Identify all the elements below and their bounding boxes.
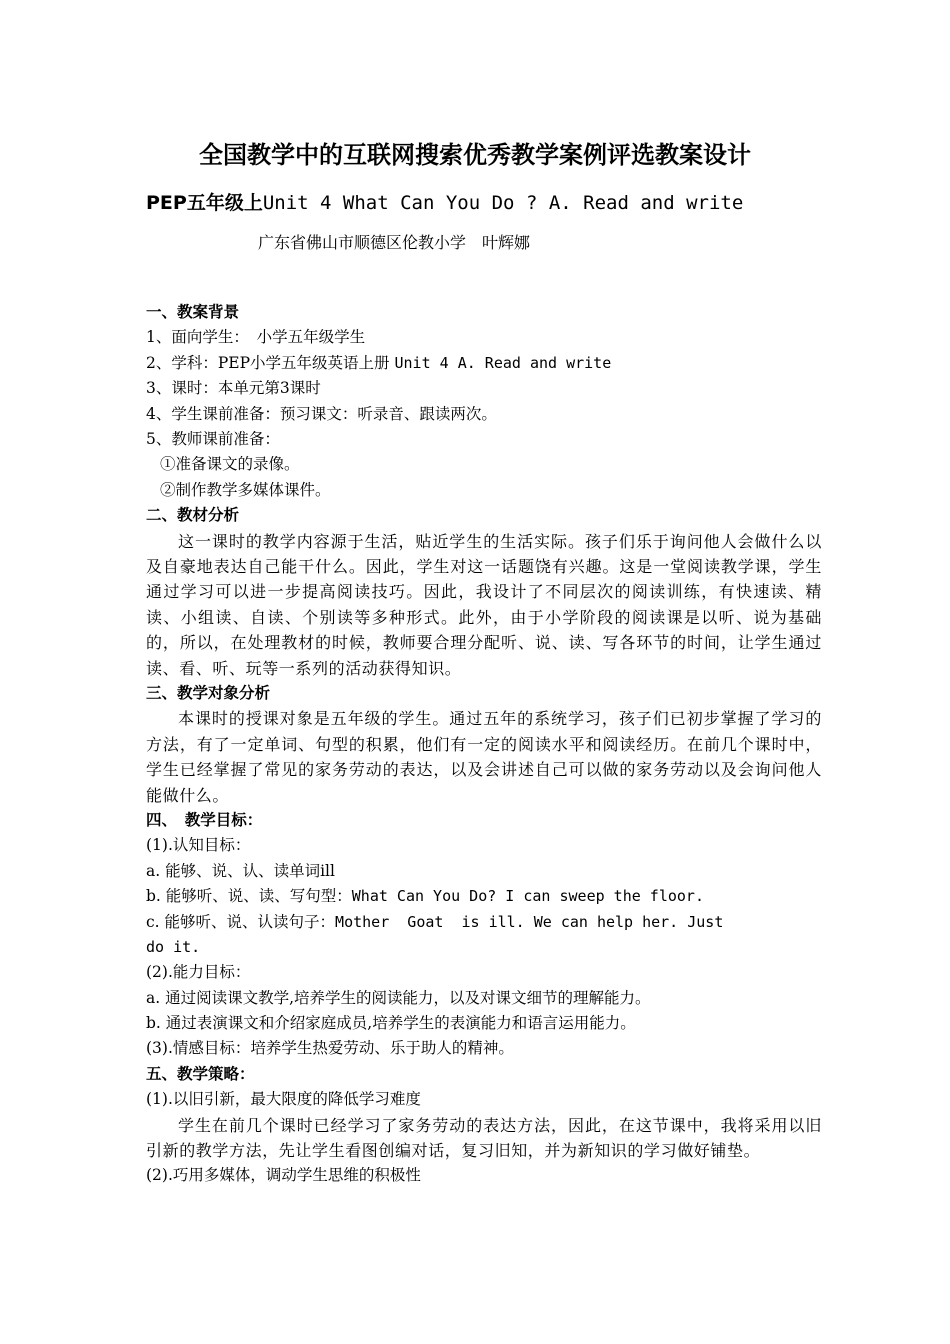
section-heading-teaching-strategy: 五、教学策略： bbox=[146, 1064, 255, 1083]
document-subtitle bbox=[146, 188, 743, 215]
learner-analysis-paragraph: 本课时的授课对象是五年级的学生。通过五年的系统学习，孩子们已初步掌握了学习的方法，有了一定单词、句型的积累，他们有一定的阅读水平和阅读经历。在前几个课时中，学生已经掌握了常见的家务劳动的表达，以及会讲述自己可以做的家务劳动以及会询问他人能做什么。 bbox=[146, 709, 822, 805]
section-heading-background: 一、教案背景 bbox=[146, 303, 240, 321]
goal-cognitive-c-label: c. 能够听、说、认读句子： bbox=[146, 912, 336, 931]
goal-emotional: (3).情感目标：培养学生热爱劳动、乐于助人的精神。 bbox=[146, 1039, 514, 1058]
background-item-period: 3、课时：本单元第3课时 bbox=[146, 379, 321, 398]
author-line: 广东省佛山市顺德区伦教小学 叶辉娜 bbox=[258, 233, 531, 252]
background-item-students: 1、面向学生： 小学五年级学生 bbox=[146, 328, 366, 347]
background-item-teacher-prep: 5、教师课前准备： bbox=[146, 429, 280, 448]
teacher-prep-item-courseware: ②制作教学多媒体课件。 bbox=[160, 480, 331, 499]
goal-ability-a: a. 通过阅读课文教学,培养学生的阅读能力，以及对课文细节的理解能力。 bbox=[146, 988, 651, 1007]
background-item-student-prep: 4、学生课前准备：预习课文：听录音、跟读两次。 bbox=[146, 404, 497, 423]
subject-label: 2、学科：PEP小学五年级英语上册 bbox=[146, 353, 390, 372]
strategy-paragraph-1: 学生在前几个课时已经学习了家务劳动的表达方法，因此，在这节课中，我将采用以旧引新的教学方法，先让学生看图创编对话，复习旧知，并为新知识的学习做好铺垫。 bbox=[146, 1115, 822, 1161]
document-body bbox=[146, 300, 822, 1189]
goal-cognitive-c-continued: do it. bbox=[146, 937, 201, 956]
section-heading-material-analysis: 二、教材分析 bbox=[146, 506, 240, 525]
goal-ability-heading: (2).能力目标： bbox=[146, 963, 251, 982]
strategy-item-1: (1).以旧引新，最大限度的降低学习难度 bbox=[146, 1090, 421, 1109]
goal-ability-b: b. 通过表演课文和介绍家庭成员,培养学生的表演能力和语言运用能力。 bbox=[146, 1014, 636, 1033]
document-title: 全国教学中的互联网搜索优秀教学案例评选教案设计 bbox=[199, 141, 751, 169]
goal-cognitive-b-sentence: What Can You Do? I can sweep the floor. bbox=[351, 887, 704, 906]
goal-cognitive-b bbox=[146, 884, 822, 909]
goal-cognitive-c bbox=[146, 910, 822, 935]
material-analysis-paragraph: 这一课时的教学内容源于生活，贴近学生的生活实际。孩子们乐于询问他人会做什么以及自豪地表达自己能干什么。因此，学生对这一话题饶有兴趣。这是一堂阅读教学课，学生通过学习可以进一步提高阅读技巧。因此，我设计了不同层次的阅读训练，有快速读、精读、小组读、自读、个别读等多种形式。此外，由于小学阶段的阅读课是以听、说为基础的，所以，在处理教材的时候，教师要合理分配听、说、读、写各环节的时间，让学生通过读、看、听、玩等一系列的活动获得知识。 bbox=[146, 531, 822, 678]
goal-cognitive-a: a. 能够、说、认、读单词ill bbox=[146, 861, 335, 880]
section-heading-learner-analysis: 三、教学对象分析 bbox=[146, 683, 271, 702]
subtitle-grade: PEP五年级上 bbox=[146, 192, 263, 214]
goal-cognitive-c-sentence: Mother Goat is ill. We can help her. Just bbox=[335, 912, 724, 931]
subject-unit: Unit 4 A. Read and write bbox=[394, 353, 612, 372]
goal-cognitive-b-label: b. 能够听、说、读、写句型： bbox=[146, 887, 352, 906]
goal-cognitive-heading: (1).认知目标： bbox=[146, 836, 251, 855]
background-item-subject bbox=[146, 351, 822, 376]
teacher-prep-item-video: ①准备课文的录像。 bbox=[160, 455, 300, 474]
section-heading-teaching-goals: 四、 教学目标： bbox=[146, 810, 263, 829]
strategy-item-2: (2).巧用多媒体，调动学生思维的积极性 bbox=[146, 1166, 421, 1185]
subtitle-unit: Unit 4 What Can You Do ? A. Read and write bbox=[262, 192, 744, 214]
